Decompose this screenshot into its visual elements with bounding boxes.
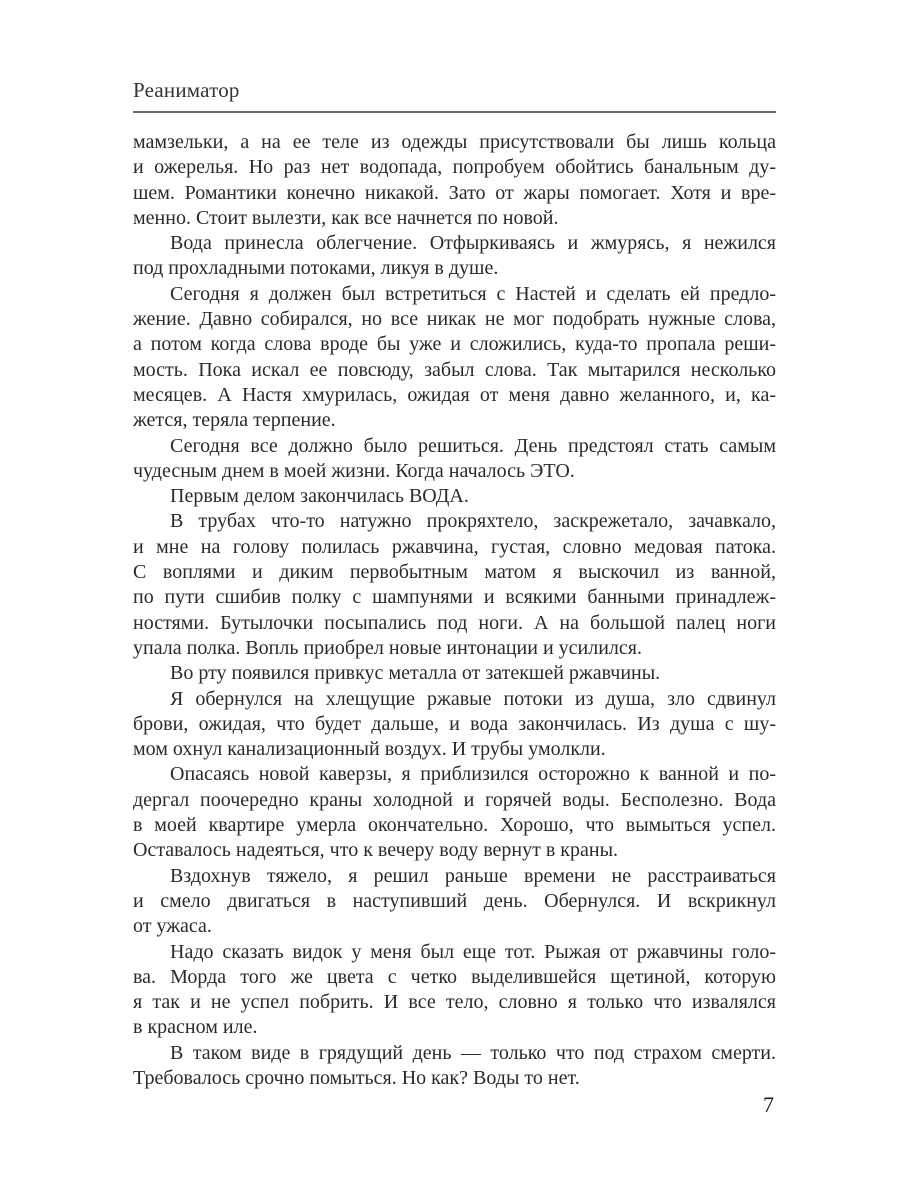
text-line: Вздохнув тяжело, я решил раньше времени не расстраиваться (170, 864, 776, 887)
paragraph (133, 940, 776, 1041)
paragraph (133, 1041, 776, 1092)
text-line: в красном иле. (133, 1016, 258, 1039)
text-line: Во рту появился привкус металла от затекшей ржавчины. (170, 662, 661, 685)
text-line: мость. Пока искал ее повсюду, забыл слова. Так мытарился несколько (133, 358, 776, 381)
text-line: дергал поочередно краны холодной и горячей воды. Бесполезно. Вода (133, 788, 776, 811)
text-line: Опасаясь новой каверзы, я приблизился осторожно к ванной и по- (170, 763, 776, 786)
header-rule (133, 111, 776, 113)
text-line: В трубах что-то натужно прокряхтело, заскрежетало, зачавкало, (170, 510, 776, 533)
paragraph (133, 687, 776, 763)
text-line: чудесным днем в моей жизни. Когда началось ЭТО. (133, 459, 575, 482)
text-line: жется, теряла терпение. (133, 409, 336, 432)
text-line: и мне на голову полилась ржавчина, густая, словно медовая патока. (133, 535, 776, 558)
text-line: месяцев. А Настя хмурилась, ожидая от меня давно желанного, и, ка- (133, 383, 776, 406)
text-line: Надо сказать видок у меня был еще тот. Рыжая от ржавчины голо- (170, 940, 776, 963)
text-line: ностями. Бутылочки посыпались под ноги. А на большой палец ноги (133, 611, 776, 634)
text-line: мом охнул канализационный воздух. И трубы умолкли. (133, 738, 606, 761)
text-line: Требовалось срочно помыться. Но как? Воды то нет. (133, 1066, 580, 1089)
text-line: по пути сшибив полку с шампунями и всякими банными принадлеж- (133, 586, 776, 609)
text-line: С воплями и диким первобытным матом я выскочил из ванной, (133, 561, 776, 584)
text-line: я так и не успел побрить. И все тело, словно я только что извалялся (133, 991, 776, 1014)
paragraph (133, 130, 776, 231)
text-line: Сегодня все должно было решиться. День предстоял стать самым (170, 434, 776, 457)
paragraph (133, 661, 776, 686)
page-number: 7 (763, 1092, 774, 1117)
text-line: жение. Давно собирался, но все никак не мог подобрать нужные слова, (133, 308, 776, 331)
text-line: менно. Стоит вылезти, как все начнется по новой. (133, 206, 559, 229)
paragraph (133, 282, 776, 434)
text-line: в моей квартире умерла окончательно. Хорошо, что вымыться успел. (133, 814, 776, 837)
text-line: и ожерелья. Но раз нет водопада, попробуем обойтись банальным ду- (133, 156, 776, 179)
text-line: Вода принесла облегчение. Отфыркиваясь и жмурясь, я нежился (170, 232, 776, 255)
text-line: Оставалось надеяться, что к вечеру воду вернут в краны. (133, 839, 619, 862)
running-head-title: Реаниматор (133, 78, 240, 102)
paragraph (133, 762, 776, 863)
text-line: мамзельки, а на ее теле из одежды присутствовали бы лишь кольца (133, 131, 776, 153)
text-line: Первым делом закончилась ВОДА. (170, 485, 469, 508)
text-line: Сегодня я должен был встретиться с Настей и сделать ей предло- (170, 282, 776, 305)
text-line: Я обернулся на хлещущие ржавые потоки из душа, зло сдвинул (170, 687, 776, 710)
text-line: шем. Романтики конечно никакой. Зато от жары помогает. Хотя и вре- (133, 181, 776, 204)
paragraph (133, 231, 776, 282)
text-line: брови, ожидая, что будет дальше, и вода закончилась. Из душа с шу- (133, 712, 776, 735)
text-line: а потом когда слова вроде бы уже и сложились, куда-то пропала реши- (133, 333, 776, 356)
text-line: упала полка. Вопль приобрел новые интонации и усилился. (133, 636, 642, 659)
text-line: В таком виде в грядущий день — только что под страхом смерти. (170, 1041, 776, 1064)
paragraph (133, 484, 776, 509)
text-line: от ужаса. (133, 915, 212, 938)
paragraph (133, 509, 776, 661)
paragraph (133, 434, 776, 485)
text-line: и смело двигаться в наступивший день. Обернулся. И вскрикнул (133, 889, 776, 912)
text-line: под прохладными потоками, ликуя в душе. (133, 257, 499, 280)
text-line: ва. Морда того же цвета с четко выделившейся щетиной, которую (133, 965, 776, 988)
body-text (133, 130, 776, 1091)
paragraph (133, 864, 776, 940)
